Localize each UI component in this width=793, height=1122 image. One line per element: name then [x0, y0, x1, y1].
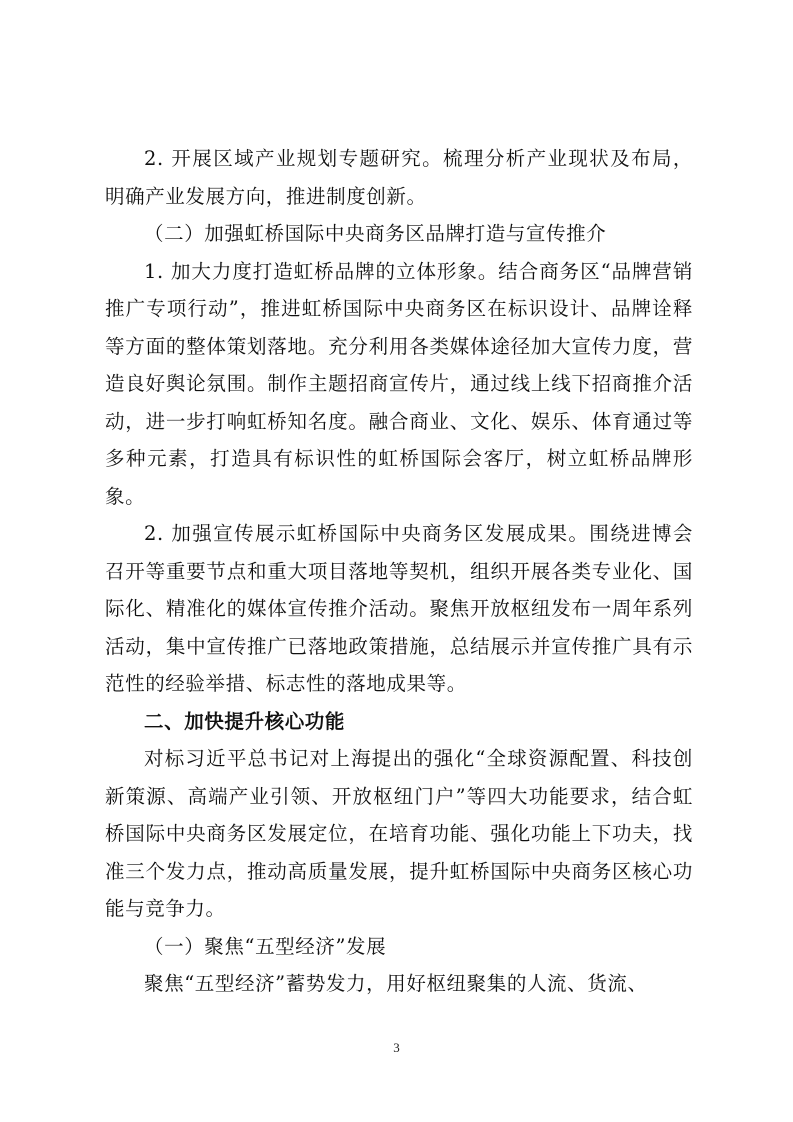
paragraph-research: 2. 开展区域产业规划专题研究。梳理分析产业现状及布局，明确产业发展方向，推进制度创新。	[105, 147, 693, 208]
paragraph-brand-image: 1. 加大力度打造虹桥品牌的立体形象。结合商务区“品牌营销推广专项行动”，推进虹桥国际中央商务区在标识设计、品牌诠释等方面的整体策划落地。充分利用各类媒体途径加大宣传力度，营造良好舆论氛围。制作主题招商宣传片，通过线上线下招商推介活动，进一步打响虹桥知名度。融合商业、文化、娱乐、体育通过等多种元素，打造具有标识性的虹桥国际会客厅，树立虹桥品牌形象。	[105, 259, 693, 508]
paragraph-achievements: 2. 加强宣传展示虹桥国际中央商务区发展成果。围绕进博会召开等重要节点和重大项目落地等契机，组织开展各类专业化、国际化、精准化的媒体宣传推介活动。聚焦开放枢纽发布一周年系列活动，集中宣传推广已落地政策措施，总结展示并宣传推广具有示范性的经验举措、标志性的落地成果等。	[105, 522, 693, 695]
section-heading-brand: （二）加强虹桥国际中央商务区品牌打造与宣传推介	[144, 222, 607, 245]
chapter-heading-core-functions: 二、加快提升核心功能	[144, 709, 346, 733]
page-number: 3	[393, 1040, 400, 1055]
paragraph-core-functions: 对标习近平总书记对上海提出的强化“全球资源配置、科技创新策源、高端产业引领、开放枢纽门户”等四大功能要求，结合虹桥国际中央商务区发展定位，在培育功能、强化功能上下功夫，找准三个发力点，推动高质量发展，提升虹桥国际中央商务区核心功能与竞争力。	[105, 747, 693, 920]
section-heading-five-economy: （一）聚焦“五型经济”发展	[144, 934, 387, 958]
document-body	[105, 140, 693, 1003]
paragraph-five-economy: 聚焦“五型经济”蓄势发力，用好枢纽聚集的人流、货流、	[144, 972, 648, 995]
